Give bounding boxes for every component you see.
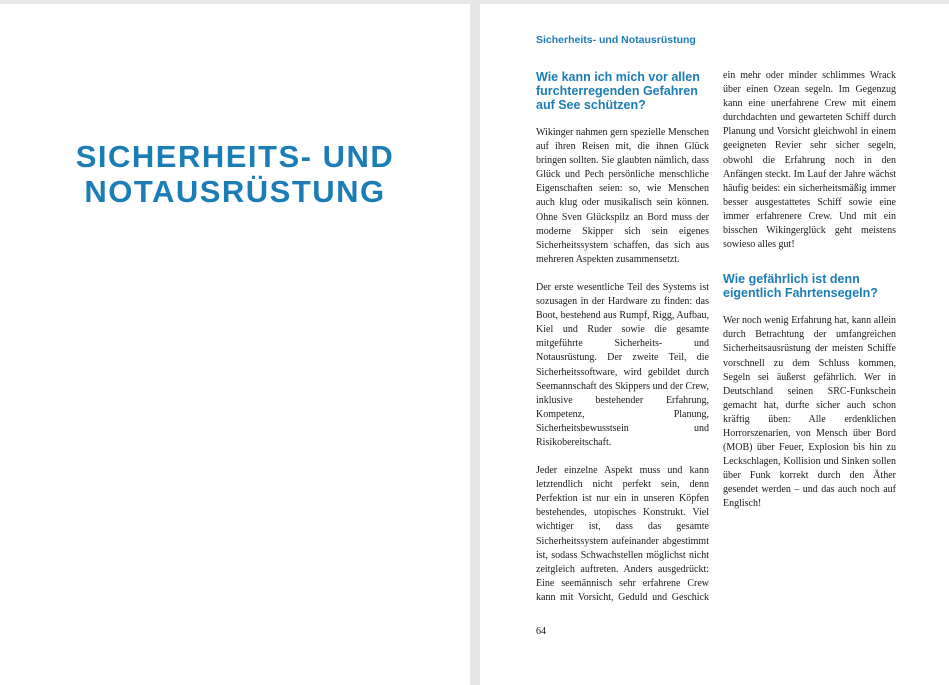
paragraph-perfection: Jeder einzelne Aspekt muss und kann letztendlich nicht perfekt sein, denn Perfektion ist nur ein in unseren Köpfen bestehendes, utopisches Konstrukt. Viel wichtiger ist, dass das gesamte Sicherheitssystem aufeinander abgestimmt ist, sodass Schwachstellen möglichst nicht zeitgleich auftreten. Anders ausgedrückt: Eine seemännisch sehr erfahrene Crew kann mit Vorsicht, Geduld und Geschick	[536, 465, 709, 602]
paragraph-vikings: Wikinger nahmen gern spezielle Menschen auf ihren Reisen mit, die ihnen Glück bringen sollten. Sie glaubten nämlich, dass Glück und Pech persönliche menschliche Eigenschaften seien: so, wie Menschen auch klug oder musikalisch sein können. Ohne Sven Glückspilz an Bord muss der moderne Skipper sich sein eigenes Sicherheitssystem schaffen, das sich aus mehreren Aspekten zusammensetzt.	[536, 127, 709, 265]
left-page	[0, 4, 470, 685]
chapter-title-line2: NOTAUSRÜSTUNG	[84, 174, 386, 209]
section-heading-protection: Wie kann ich mich vor allen furchterregenden Gefahren auf See schützen?	[536, 70, 700, 112]
paragraph-hardware-software: Der erste wesentliche Teil des Systems ist sozusagen in der Hardware zu finden: das Boot, bestehend aus Rumpf, Rigg, Aufbau, Kiel und Ruder sowie die gesamte mitgeführte Sicherheits- und Notausrüstung. Der zweite Teil, die Sicherheitssoftware, wird gebildet durch Seemannschaft des Skippers und der Crew, inklusive bestehender Erfahrung, Kompetenz, Planung, Sicherheitsbewusstsein und Risikobereitschaft.	[536, 281, 709, 448]
text-column-right-content	[723, 66, 896, 512]
chapter-title-line1: SICHERHEITS- UND	[75, 139, 395, 174]
paragraph-perfection-cont: ein mehr oder minder schlimmes Wrack über einen Ozean segeln. Im Gegenzug kann eine unerfahrene Crew mit einem durchdachten und gewarteten Schiff durch Planung und Vorsicht gleichwohl in einem geeigneten Revier sehr sicher segeln, obwohl die Erfahrung noch in den Anfängen steckt. Im Lauf der Jahre wächst häufig beides: ein sicherheitsmäßig immer besser ausgestattetes Schiff sowie eine immer erfahrenere Crew. Und mit ein bisschen Wikingerglück geht meistens sowieso alles gut!	[723, 70, 896, 251]
running-head: Sicherheits- und Notausrüstung	[536, 34, 696, 46]
chapter-title	[0, 139, 470, 209]
paragraph-danger: Wer noch wenig Erfahrung hat, kann allein durch Betrachtung der umfangreichen Sicherheitsausrüstung der meisten Schiffe vorschnell zu dem Schluss kommen, Segeln sei äußerst gefährlich. Wer in Deutschland seinen SRC-Funkschein gemacht hat, durfte sicher auch schon kräftig üben: Alle erdenklichen Horrorszenarien, von Mensch über Bord (MOB) über Feuer, Explosion bis hin zu Leckschlagen, Kollision und Sinken sollen über Funk korrekt durch den Äther gesendet werden – und das auch noch auf Englisch!	[723, 315, 896, 510]
section-heading-danger: Wie gefährlich ist denn eigentlich Fahrtensegeln?	[723, 272, 878, 301]
text-column-left	[536, 66, 709, 602]
right-page	[480, 4, 949, 685]
page-number: 64	[536, 626, 546, 637]
text-column-right-window	[723, 66, 896, 626]
